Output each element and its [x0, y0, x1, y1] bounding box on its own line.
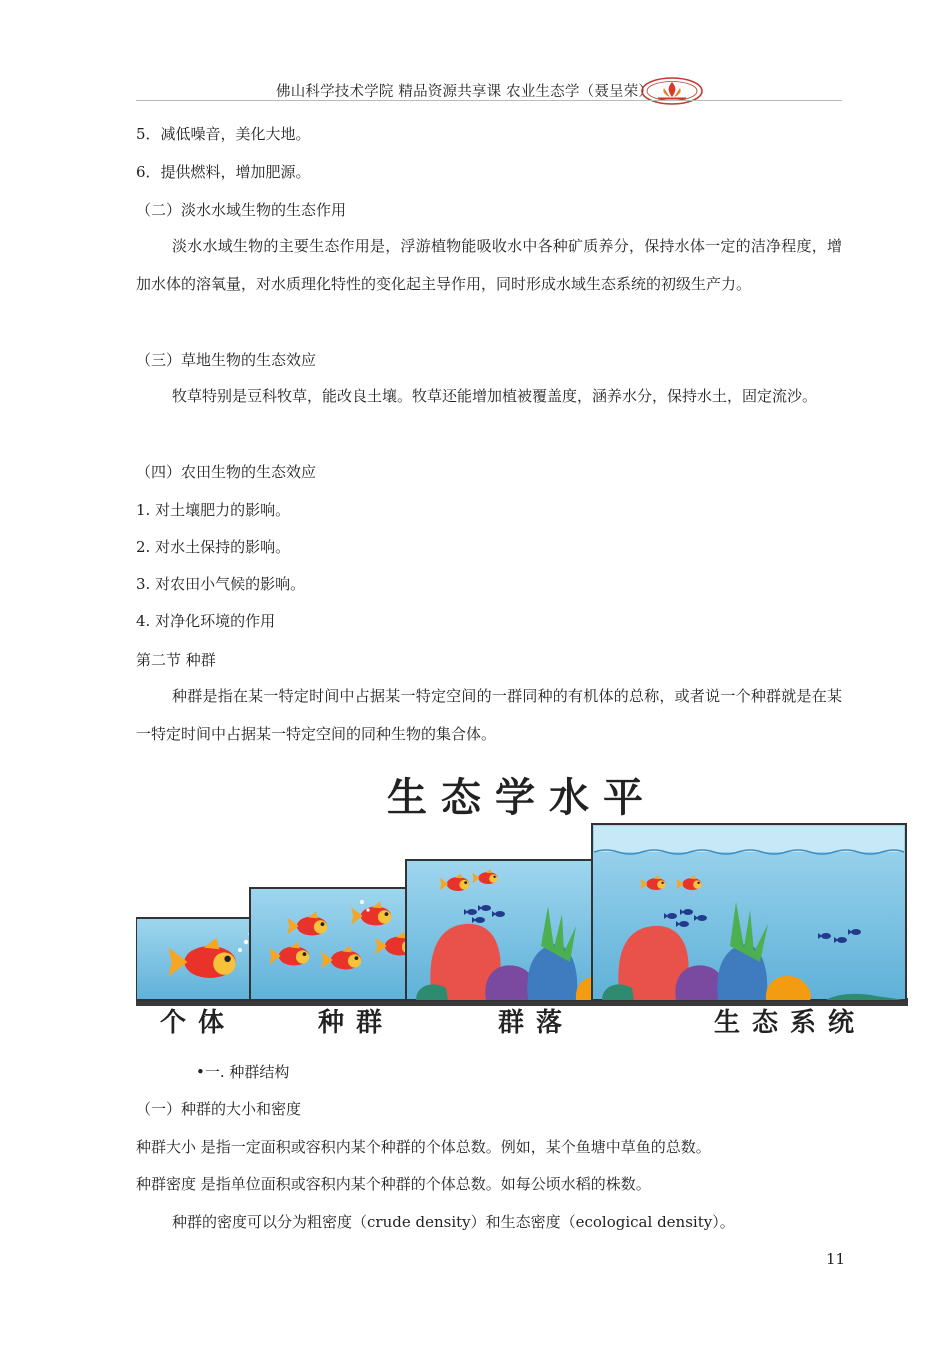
- section-heading-population: 第二节 种群: [136, 651, 216, 669]
- page-header: [0, 76, 952, 102]
- list-item-5: 5．减低噪音，美化大地。: [136, 125, 311, 143]
- page-number: 11: [826, 1250, 846, 1268]
- paragraph-grassland: 牧草特别是豆科牧草，能改良土壤。牧草还能增加植被覆盖度，涵养水分，保持水土，固定流沙。: [172, 387, 818, 405]
- ecology-levels-illustration: [136, 766, 908, 1006]
- label-community: 群落: [498, 1008, 575, 1038]
- definition-population-density: 种群密度 是指单位面积或容积内某个种群的个体总数。如每公顷水稻的株数。: [136, 1175, 651, 1193]
- label-ecosystem: 生态系统: [714, 1008, 867, 1038]
- ecology-levels-figure: [136, 766, 908, 1038]
- bullet-heading-text: 一. 种群结构: [204, 1063, 290, 1081]
- paragraph-density-types: 种群的密度可以分为粗密度（crude density）和生态密度（ecological density）。: [172, 1213, 735, 1231]
- header-rule: [136, 100, 842, 101]
- list-item-farmland-2: 2. 对水土保持的影响。: [136, 538, 291, 556]
- paragraph-population-definition: 种群是指在某一特定时间中占据某一特定空间的一群同种的有机体的总称，或者说一个种群就是在某一特定时间中占据某一特定空间的同种生物的集合体。: [136, 687, 842, 743]
- header-text: 佛山科学技术学院 精品资源共享课 农业生态学（聂呈荣）: [276, 84, 654, 100]
- list-item-farmland-1: 1. 对土壤肥力的影响。: [136, 501, 291, 519]
- bullet-icon: •: [196, 1063, 205, 1081]
- paragraph-freshwater: 淡水水域生物的主要生态作用是，浮游植物能吸收水中各种矿质养分，保持水体一定的洁净程度，增加水体的溶氧量，对水质理化特性的变化起主导作用，同时形成水域生态系统的初级生产力。: [136, 237, 842, 293]
- bullet-heading: [196, 1062, 289, 1082]
- sub-heading-size-density: （一）种群的大小和密度: [136, 1100, 302, 1118]
- panel-ecosystem: [592, 824, 906, 1000]
- label-individual: 个体: [160, 1008, 237, 1038]
- section-title-freshwater: （二）淡水水域生物的生态作用: [136, 201, 347, 219]
- label-population: 种群: [318, 1008, 395, 1038]
- definition-population-size: 种群大小 是指一定面积或容积内某个种群的个体总数。例如，某个鱼塘中草鱼的总数。: [136, 1138, 711, 1156]
- list-item-farmland-4: 4. 对净化环境的作用: [136, 612, 276, 630]
- section-title-grassland: （三）草地生物的生态效应: [136, 351, 317, 369]
- list-item-6: 6．提供燃料，增加肥源。: [136, 163, 311, 181]
- list-item-farmland-3: 3. 对农田小气候的影响。: [136, 575, 306, 593]
- panel-population: [250, 888, 430, 1000]
- university-seal-logo: [640, 76, 704, 106]
- figure-title: 生态学水平: [387, 775, 657, 821]
- section-title-farmland: （四）农田生物的生态效应: [136, 463, 317, 481]
